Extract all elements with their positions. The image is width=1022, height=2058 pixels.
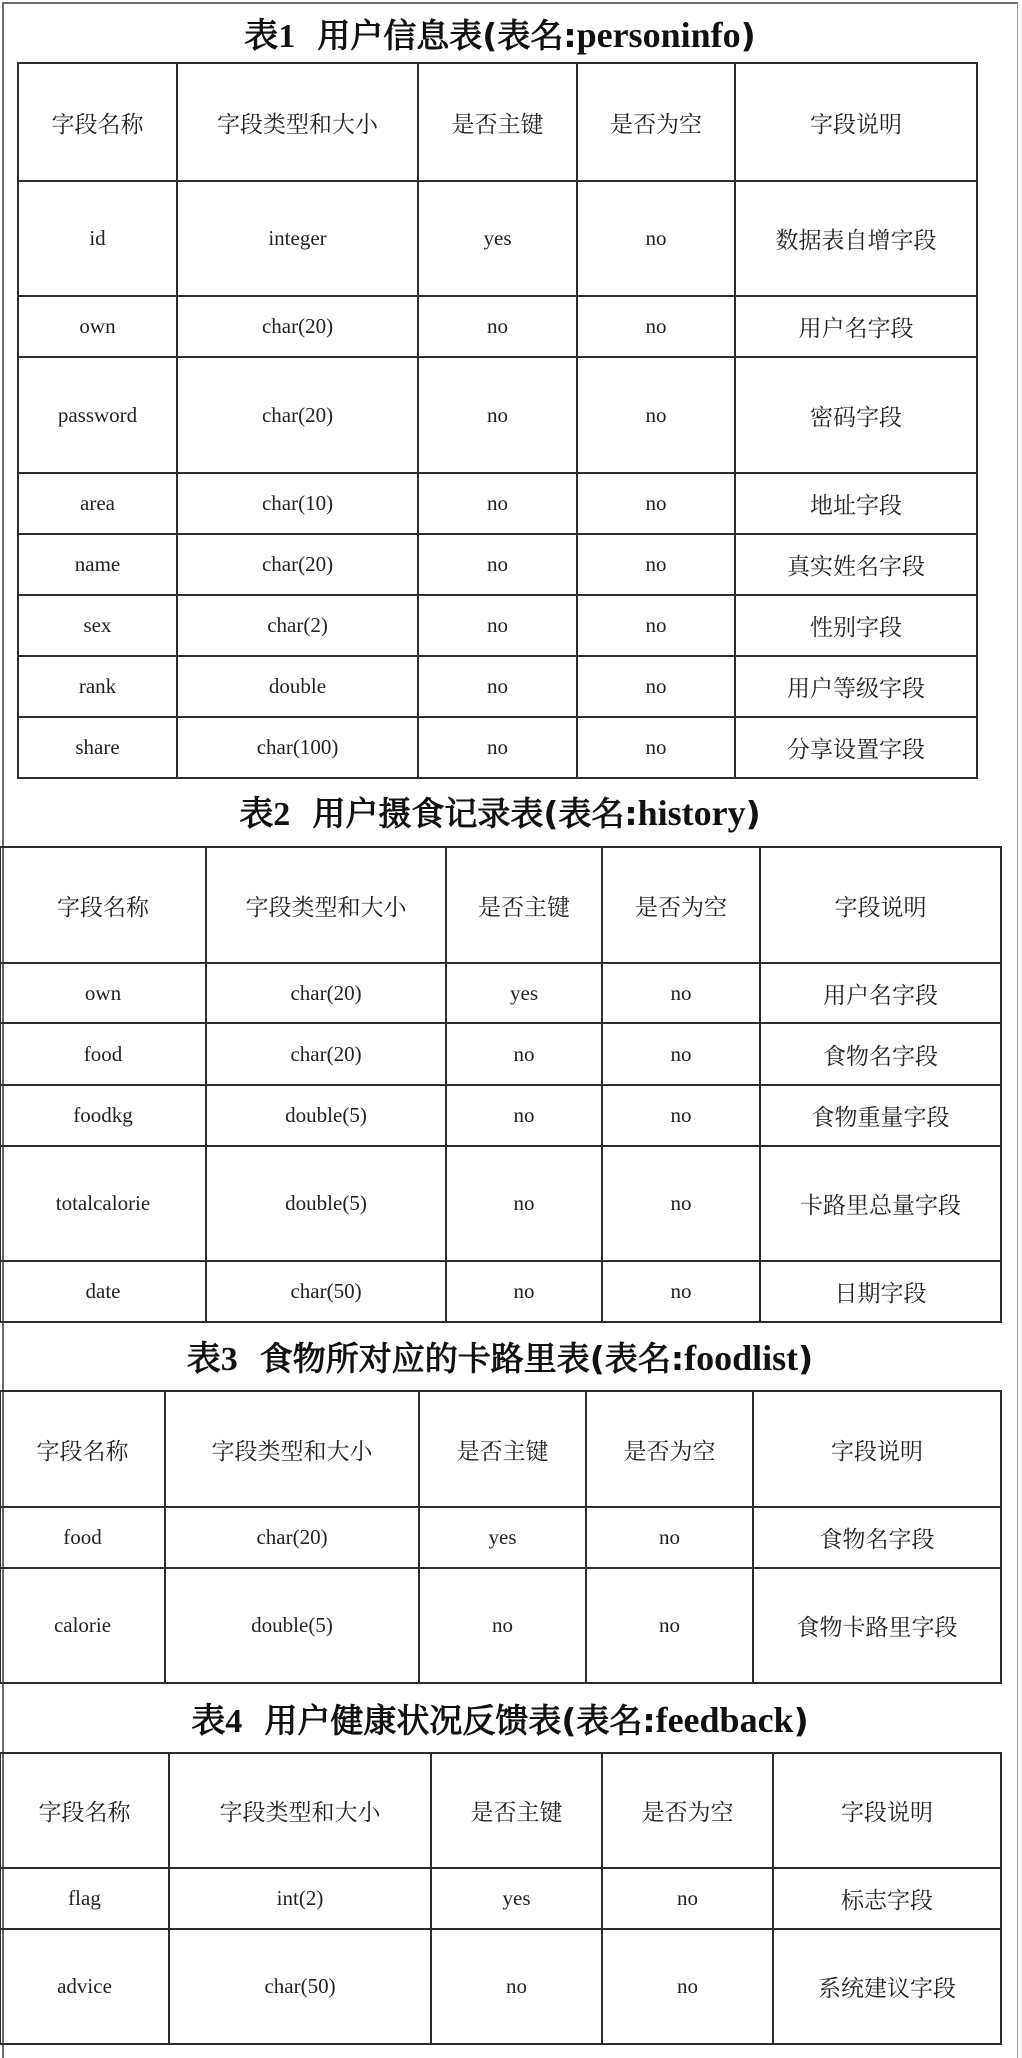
cell-field: totalcalorie	[0, 1146, 206, 1261]
cell-null: no	[586, 1568, 753, 1683]
header-field-type: 字段类型和大小	[169, 1753, 431, 1868]
cell-desc: 真实姓名字段	[735, 534, 977, 595]
table-foodlist	[0, 1390, 1002, 1684]
cell-field: food	[0, 1023, 206, 1085]
cell-desc: 食物卡路里字段	[753, 1568, 1001, 1683]
header-nullable: 是否为空	[602, 847, 760, 963]
table-3-name: foodlist	[684, 1338, 799, 1378]
cell-desc: 数据表自增字段	[735, 181, 977, 296]
cell-null: no	[577, 296, 735, 357]
header-primary-key: 是否主键	[419, 1391, 586, 1507]
cell-type: char(50)	[206, 1261, 446, 1322]
header-field-name: 字段名称	[0, 1391, 165, 1507]
cell-type: char(10)	[177, 473, 418, 534]
cell-desc: 食物名字段	[753, 1507, 1001, 1568]
table-row	[18, 296, 977, 357]
table-row	[0, 963, 1001, 1023]
table-4-title-text: 用户健康状况反馈表(表名:	[264, 1701, 656, 1740]
cell-type: char(100)	[177, 717, 418, 778]
cell-field: password	[18, 357, 177, 473]
cell-pk: no	[419, 1568, 586, 1683]
cell-pk: no	[418, 296, 577, 357]
cell-type: char(50)	[169, 1929, 431, 2044]
cell-pk: no	[418, 595, 577, 656]
cell-desc: 食物重量字段	[760, 1085, 1001, 1146]
cell-desc: 日期字段	[760, 1261, 1001, 1322]
cell-field: share	[18, 717, 177, 778]
table-row	[18, 357, 977, 473]
cell-field: date	[0, 1261, 206, 1322]
table-row	[0, 1023, 1001, 1085]
cell-type: int(2)	[169, 1868, 431, 1929]
cell-desc: 食物名字段	[760, 1023, 1001, 1085]
cell-field: sex	[18, 595, 177, 656]
cell-desc: 标志字段	[773, 1868, 1001, 1929]
cell-pk: no	[446, 1146, 602, 1261]
cell-pk: no	[418, 473, 577, 534]
cell-pk: no	[446, 1261, 602, 1322]
table-feedback	[0, 1752, 1002, 2045]
header-field-type: 字段类型和大小	[165, 1391, 419, 1507]
cell-null: no	[577, 656, 735, 717]
cell-field: flag	[0, 1868, 169, 1929]
header-primary-key: 是否主键	[431, 1753, 602, 1868]
table-row	[0, 1146, 1001, 1261]
cell-pk: yes	[418, 181, 577, 296]
table-row	[18, 534, 977, 595]
cell-pk: no	[418, 656, 577, 717]
cell-pk: no	[418, 357, 577, 473]
cell-pk: yes	[431, 1868, 602, 1929]
table-row	[0, 1568, 1001, 1683]
header-field-name: 字段名称	[18, 63, 177, 181]
table-1-title-text: 用户信息表(表名:	[317, 16, 577, 55]
cell-null: no	[577, 717, 735, 778]
table-1-title: 表1 用户信息表(表名:personinfo)	[244, 15, 756, 55]
cell-desc: 性别字段	[735, 595, 977, 656]
cell-null: no	[602, 1085, 760, 1146]
cell-field: advice	[0, 1929, 169, 2044]
header-description: 字段说明	[735, 63, 977, 181]
table-3-title-text: 食物所对应的卡路里表(表名:	[259, 1339, 685, 1378]
cell-type: integer	[177, 181, 418, 296]
cell-type: double	[177, 656, 418, 717]
cell-null: no	[602, 1868, 773, 1929]
cell-type: char(20)	[177, 357, 418, 473]
header-field-type: 字段类型和大小	[177, 63, 418, 181]
cell-pk: no	[431, 1929, 602, 2044]
cell-null: no	[602, 1929, 773, 2044]
table-row	[18, 656, 977, 717]
cell-type: double(5)	[206, 1085, 446, 1146]
cell-type: double(5)	[206, 1146, 446, 1261]
cell-field: calorie	[0, 1568, 165, 1683]
cell-field: foodkg	[0, 1085, 206, 1146]
cell-type: char(20)	[206, 1023, 446, 1085]
table-2-number: 表2	[239, 796, 291, 833]
cell-field: area	[18, 473, 177, 534]
table-row	[0, 1868, 1001, 1929]
cell-null: no	[602, 1146, 760, 1261]
table-row	[18, 181, 977, 296]
cell-pk: yes	[419, 1507, 586, 1568]
cell-pk: no	[418, 717, 577, 778]
cell-null: no	[602, 1261, 760, 1322]
table-row	[18, 473, 977, 534]
header-nullable: 是否为空	[586, 1391, 753, 1507]
cell-null: no	[577, 473, 735, 534]
header-primary-key: 是否主键	[418, 63, 577, 181]
header-description: 字段说明	[773, 1753, 1001, 1868]
table-header-row	[18, 63, 977, 181]
cell-pk: yes	[446, 963, 602, 1023]
cell-type: char(20)	[177, 534, 418, 595]
header-nullable: 是否为空	[602, 1753, 773, 1868]
table-3-title: 表3 食物所对应的卡路里表(表名:foodlist)	[186, 1338, 814, 1378]
table-row	[0, 1261, 1001, 1322]
cell-field: own	[18, 296, 177, 357]
cell-desc: 用户名字段	[760, 963, 1001, 1023]
cell-null: no	[586, 1507, 753, 1568]
cell-desc: 用户名字段	[735, 296, 977, 357]
cell-type: double(5)	[165, 1568, 419, 1683]
table-2-name: history	[637, 793, 746, 833]
header-description: 字段说明	[760, 847, 1001, 963]
header-nullable: 是否为空	[577, 63, 735, 181]
cell-type: char(20)	[177, 296, 418, 357]
header-primary-key: 是否主键	[446, 847, 602, 963]
table-personinfo	[17, 62, 978, 779]
cell-null: no	[602, 1023, 760, 1085]
cell-pk: no	[446, 1023, 602, 1085]
cell-field: food	[0, 1507, 165, 1568]
table-row	[0, 1085, 1001, 1146]
cell-pk: no	[446, 1085, 602, 1146]
header-description: 字段说明	[753, 1391, 1001, 1507]
header-field-name: 字段名称	[0, 847, 206, 963]
cell-null: no	[577, 181, 735, 296]
cell-type: char(20)	[165, 1507, 419, 1568]
table-history	[0, 846, 1002, 1323]
table-header-row	[0, 1753, 1001, 1868]
cell-pk: no	[418, 534, 577, 595]
cell-desc: 密码字段	[735, 357, 977, 473]
table-row	[18, 717, 977, 778]
cell-null: no	[577, 595, 735, 656]
table-1-number: 表1	[244, 18, 296, 55]
cell-type: char(20)	[206, 963, 446, 1023]
cell-field: rank	[18, 656, 177, 717]
table-4-name: feedback	[655, 1700, 794, 1740]
table-3-number: 表3	[186, 1341, 238, 1378]
cell-null: no	[577, 357, 735, 473]
table-4-title: 表4 用户健康状况反馈表(表名:feedback)	[191, 1700, 809, 1740]
table-header-row	[0, 1391, 1001, 1507]
header-field-name: 字段名称	[0, 1753, 169, 1868]
table-2-title: 表2 用户摄食记录表(表名:history)	[239, 793, 761, 833]
cell-desc: 系统建议字段	[773, 1929, 1001, 2044]
cell-desc: 分享设置字段	[735, 717, 977, 778]
cell-type: char(2)	[177, 595, 418, 656]
table-header-row	[0, 847, 1001, 963]
table-row	[0, 1507, 1001, 1568]
table-4-number: 表4	[191, 1703, 243, 1740]
cell-desc: 地址字段	[735, 473, 977, 534]
cell-null: no	[602, 963, 760, 1023]
table-2-title-text: 用户摄食记录表(表名:	[312, 794, 638, 833]
cell-field: own	[0, 963, 206, 1023]
cell-field: id	[18, 181, 177, 296]
cell-desc: 用户等级字段	[735, 656, 977, 717]
cell-null: no	[577, 534, 735, 595]
table-row	[18, 595, 977, 656]
header-field-type: 字段类型和大小	[206, 847, 446, 963]
cell-desc: 卡路里总量字段	[760, 1146, 1001, 1261]
table-1-name: personinfo	[576, 15, 741, 55]
table-row	[0, 1929, 1001, 2044]
cell-field: name	[18, 534, 177, 595]
